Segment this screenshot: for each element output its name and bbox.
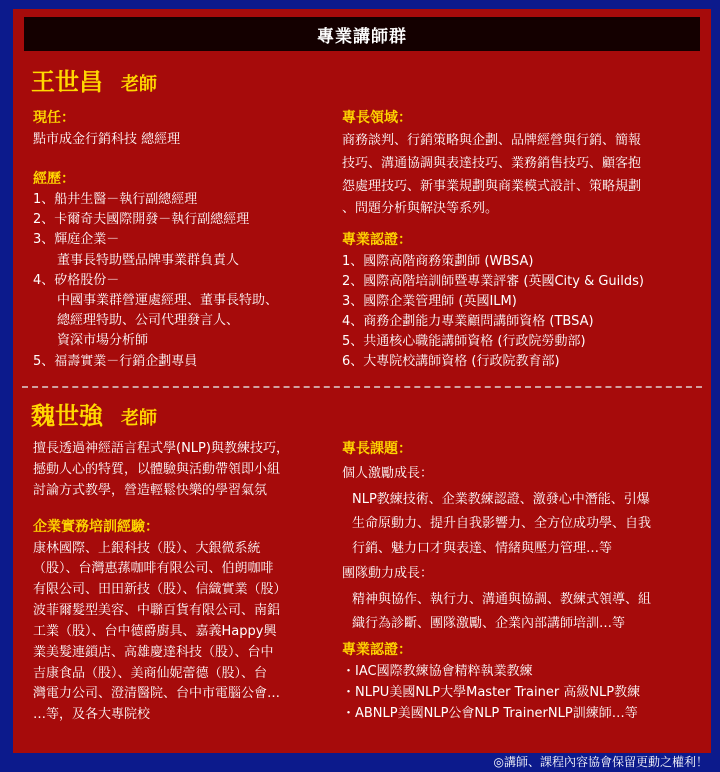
teacher-2-role: 老師 — [121, 408, 157, 429]
intro-line: 討論方式教學，營造輕鬆快樂的學習氣氛 — [33, 483, 268, 498]
experience-item: 董事長特助暨品牌事業群負責人 — [57, 253, 240, 268]
expertise-line: 怨處理技巧、新事業規劃與商業模式設計、策略規劃 — [342, 179, 642, 194]
certification-item: 6、大專院校講師資格 (行政院教育部) — [342, 354, 560, 369]
experience-item: 5、福壽實業－行銷企劃專員 — [33, 354, 198, 369]
current-position-heading: 現任： — [33, 110, 75, 126]
corporate-training-line: …等，及各大專院校 — [33, 707, 151, 722]
corporate-training-line: 有限公司、田田新技（股）、信織實業（股） — [33, 582, 287, 597]
topics-subheading: 個人激勵成長： — [342, 466, 434, 481]
rights-notice: ◎講師、課程內容協會保留更動之權利！ — [493, 755, 708, 769]
experience-item: 總經理特助、公司代理發言人、 — [57, 313, 240, 328]
section-divider — [22, 386, 702, 388]
expertise-heading: 專長領域： — [342, 110, 412, 126]
teacher-1-name-text: 王世昌 — [31, 67, 103, 96]
experience-item: 4、矽格股份－ — [33, 273, 120, 288]
certification-item: 2、國際高階培訓師暨專業評審 (英國City & Guilds) — [342, 274, 644, 289]
experience-item: 中國事業群營運處經理、董事長特助、 — [57, 293, 279, 308]
topics-line: NLP教練技術、企業教練認證、激發心中潛能、引爆 — [352, 492, 650, 507]
certification-heading: 專業認證： — [342, 642, 412, 658]
corporate-training-line: 吉康食品（股）、美商仙妮蕾德（股）、台 — [33, 666, 268, 681]
expertise-line: 、問題分析與解決等系列。 — [342, 201, 499, 216]
expertise-line: 商務談判、行銷策略與企劃、品牌經營與行銷、簡報 — [342, 133, 642, 148]
expertise-line: 技巧、溝通協調與表達技巧、業務銷售技巧、顧客抱 — [342, 156, 642, 171]
experience-item: 3、輝庭企業－ — [33, 232, 120, 247]
certification-item: 5、共通核心職能講師資格 (行政院勞動部) — [342, 334, 586, 349]
current-position: 點市成金行銷科技 總經理 — [33, 132, 181, 147]
certification-item: 4、商務企劃能力專業顧問講師資格 (TBSA) — [342, 314, 594, 329]
experience-item: 2、卡爾奇夫國際開發－執行副總經理 — [33, 212, 250, 227]
experience-item: 1、船井生醫－執行副總經理 — [33, 192, 198, 207]
experience-heading: 經歷： — [33, 171, 75, 187]
certification-item: 1、國際高階商務策劃師 (WBSA) — [342, 254, 534, 269]
certification-item: ・ABNLP美國NLP公會NLP TrainerNLP訓練師…等 — [342, 706, 638, 721]
certification-item: ・NLPU美國NLP大學Master Trainer 高級NLP教練 — [342, 685, 641, 700]
corporate-training-line: 灣電力公司、澄清醫院、台中市電腦公會… — [33, 686, 281, 701]
content-panel — [13, 9, 711, 753]
certification-heading: 專業認證： — [342, 232, 412, 248]
experience-item: 資深市場分析師 — [57, 333, 149, 348]
topics-line: 行銷、魅力口才與表達、情緒與壓力管理…等 — [352, 541, 613, 556]
certification-item: ・IAC國際教練協會精粹執業教練 — [342, 664, 533, 679]
corporate-training-line: （股）、台灣惠蓀咖啡有限公司、伯朗咖啡 — [33, 561, 274, 576]
topics-subheading: 團隊動力成長： — [342, 566, 434, 581]
corporate-training-line: 業美髮連鎖店、高雄慶達科技（股）、台中 — [33, 645, 274, 660]
certification-item: 3、國際企業管理師 (英國ILM) — [342, 294, 517, 309]
teacher-2-name — [31, 401, 157, 434]
topics-line: 精神與協作、執行力、溝通與協調、教練式領導、組 — [352, 592, 652, 607]
teacher-2-name-text: 魏世強 — [31, 401, 103, 430]
teacher-1-role: 老師 — [121, 74, 157, 95]
corporate-training-heading: 企業實務培訓經驗： — [33, 519, 159, 535]
intro-line: 擅長透過神經語言程式學(NLP)與教練技巧， — [33, 441, 289, 456]
page-title: 專業講師群 — [24, 17, 700, 51]
teacher-1-name — [31, 67, 157, 100]
topics-line: 生命原動力、提升自我影響力、全方位成功學、自我 — [352, 516, 652, 531]
corporate-training-line: 波菲爾髮型美容、中聯百貨有限公司、南鋁 — [33, 603, 281, 618]
corporate-training-line: 工業（股）、台中德爵廚具、嘉義Happy興 — [33, 624, 277, 639]
topics-heading: 專長課題： — [342, 441, 412, 457]
topics-line: 織行為診斷、團隊激勵、企業內部講師培訓…等 — [352, 616, 626, 631]
corporate-training-line: 康林國際、上銀科技（股）、大銀微系統 — [33, 541, 261, 556]
intro-line: 撼動人心的特質，以體驗與活動帶領即小組 — [33, 462, 281, 477]
